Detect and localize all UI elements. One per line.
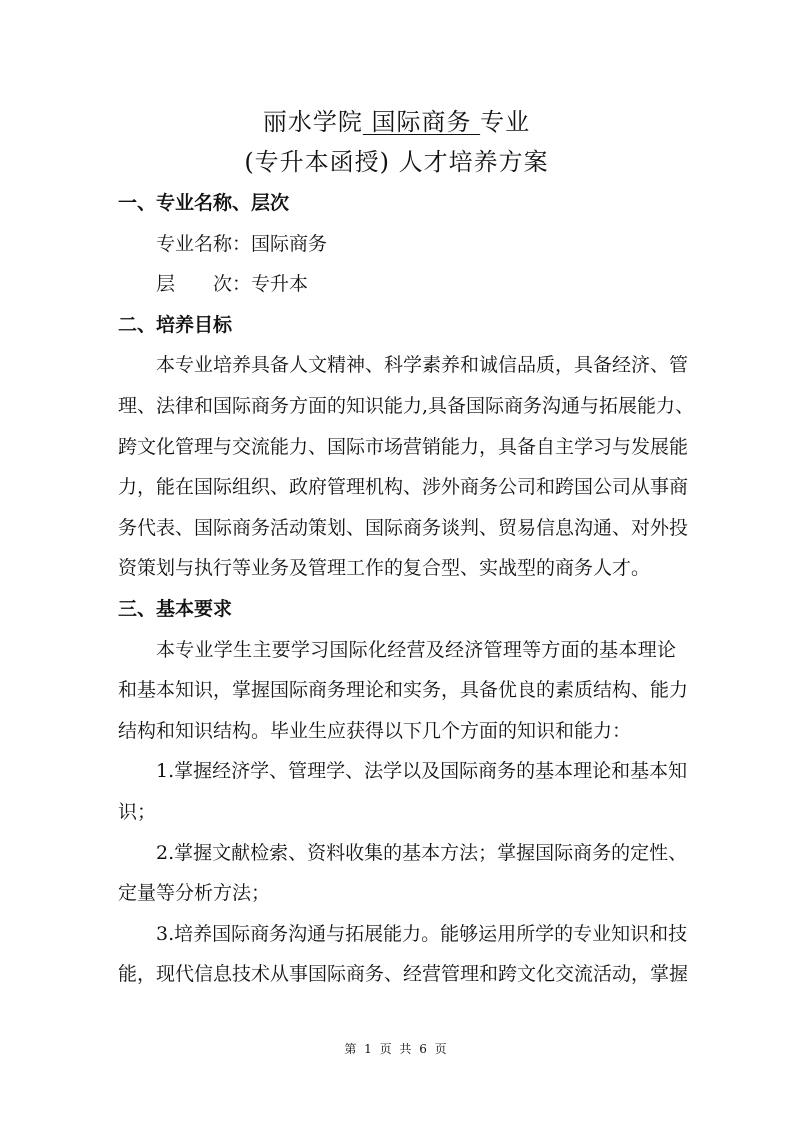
paragraph-line: 理、法律和国际商务方面的知识能力,具备国际商务沟通与拓展能力、: [118, 394, 695, 417]
document-body: [118, 183, 695, 995]
title-school: 丽水学院: [262, 108, 363, 136]
section-heading: 一、专业名称、层次: [118, 192, 290, 214]
paragraph-line: 本专业培养具备人文精神、科学素养和诚信品质，具备经济、管: [156, 354, 689, 377]
paragraph-line: 1.掌握经济学、管理学、法学以及国际商务的基本理论和基本知: [156, 760, 688, 783]
title-suffix: 专业: [480, 108, 531, 136]
title-major: 国际商务: [362, 108, 481, 136]
paragraph-line: 3.培养国际商务沟通与拓展能力。能够运用所学的专业知识和技: [156, 922, 688, 945]
page-footer: 第 1 页 共 6 页: [344, 1042, 449, 1056]
paragraph-line: 和基本知识，掌握国际商务理论和实务，具备优良的素质结构、能力: [118, 679, 689, 702]
section-heading: 二、培养目标: [118, 313, 233, 336]
paragraph-line: 结构和知识结构。毕业生应获得以下几个方面的知识和能力：: [118, 719, 632, 742]
paragraph-line: 本专业学生主要学习国际化经营及经济管理等方面的基本理论: [156, 638, 676, 661]
document-title: [0, 102, 793, 137]
paragraph-line: 层 次：专升本: [156, 273, 309, 296]
paragraph-line: 资策划与执行等业务及管理工作的复合型、实战型的商务人才。: [118, 557, 651, 580]
paragraph-line: 识；: [118, 800, 157, 823]
paragraph-line: 2.掌握文献检索、资料收集的基本方法；掌握国际商务的定性、: [156, 841, 688, 864]
paragraph-line: 力，能在国际组织、政府管理机构、涉外商务公司和跨国公司从事商: [118, 476, 689, 499]
paragraph-line: 务代表、国际商务活动策划、国际商务谈判、贸易信息沟通、对外投: [118, 516, 689, 539]
paragraph-line: 跨文化管理与交流能力、国际市场营销能力，具备自主学习与发展能: [118, 435, 689, 458]
paragraph-line: 能，现代信息技术从事国际商务、经营管理和跨文化交流活动，掌握: [118, 963, 689, 986]
document-subtitle: (专升本函授) 人才培养方案: [244, 148, 549, 176]
section-heading: 三、基本要求: [118, 597, 233, 620]
paragraph-line: 定量等分析方法；: [118, 882, 271, 905]
paragraph-line: 专业名称：国际商务: [156, 232, 328, 255]
